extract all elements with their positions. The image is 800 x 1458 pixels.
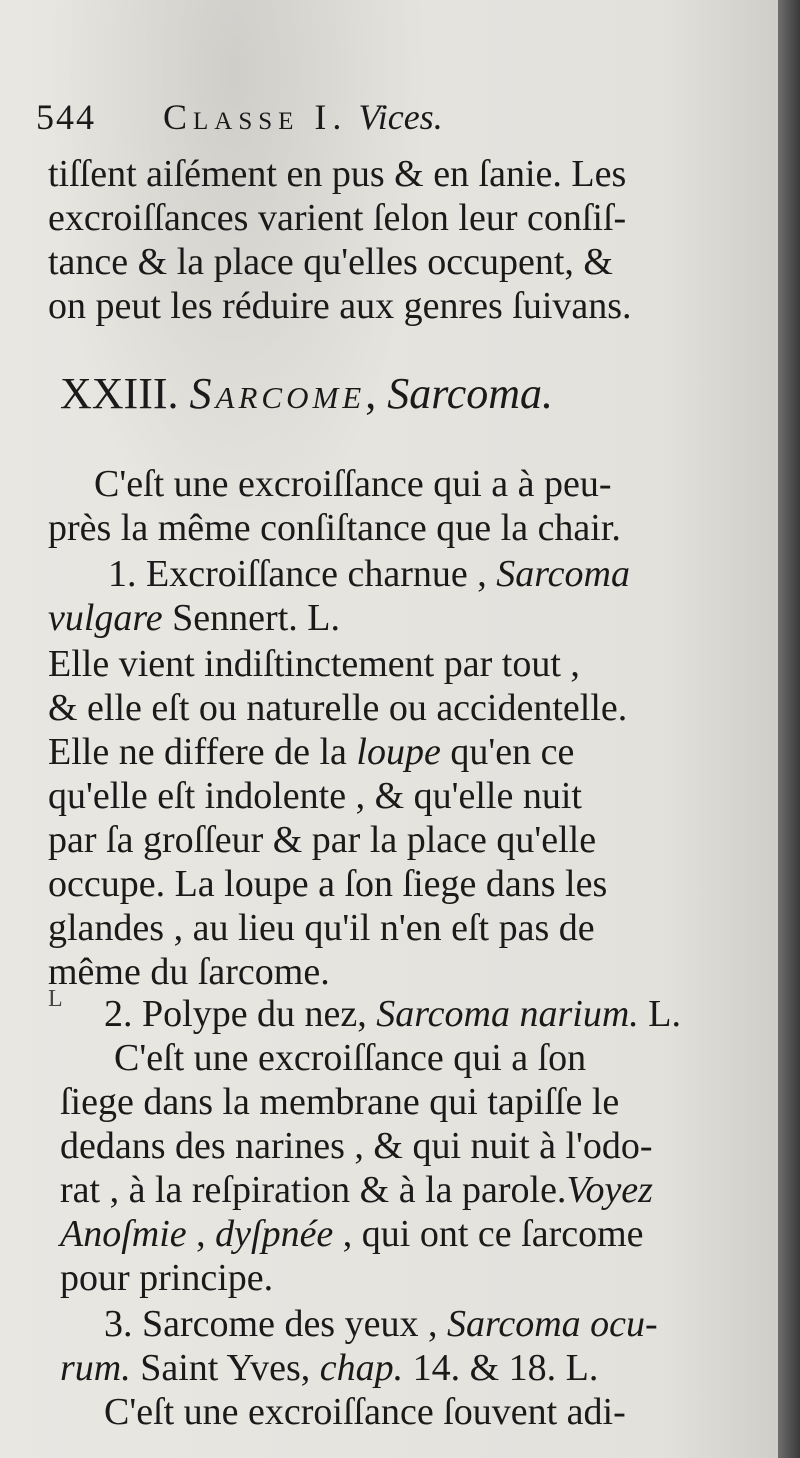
section-label: Vices. [358, 97, 443, 137]
heading-separator: , [365, 369, 377, 418]
intro-line-4: on peut les réduire aux genres ſuivans. [48, 285, 632, 327]
item1-line-2 [48, 596, 340, 640]
item1-desc-3 [48, 730, 574, 774]
item2-desc-4-text: rat , à la reſpiration & à la parole. [60, 1169, 567, 1211]
item2-desc-5-a: Anoſmie [60, 1213, 187, 1255]
item3-chap: chap. [319, 1347, 404, 1389]
item1-desc-7: glandes , au lieu qu'il n'en eſt pas de [48, 907, 595, 949]
item2-desc-4-italic: Voyez [566, 1169, 653, 1211]
item2-desc-5-text: , qui ont ce ſarcome [333, 1213, 644, 1255]
item1-desc-2: & elle eſt ou naturelle ou accidentelle. [48, 687, 628, 729]
item1-latin: Sarcoma [496, 553, 630, 595]
item1-source: Sennert. L. [162, 597, 340, 639]
page-number: 544 [36, 97, 96, 137]
definition-line-2: près la même conſiſtance que la chair. [48, 507, 621, 549]
item2-desc-2: ſiege dans la membrane qui tapiſſe le [60, 1081, 620, 1123]
item1-desc-3-italic: loupe [356, 731, 441, 773]
item1-desc-3a: Elle ne differe de la [48, 731, 357, 773]
item3-line-2 [60, 1346, 598, 1390]
last-line: C'eſt une excroiſſance ſouvent adi- [104, 1391, 626, 1433]
item2-latin: Sarcoma narium. [376, 993, 639, 1035]
item2-desc-3: dedans des narines , & qui nuit à l'odo- [60, 1125, 653, 1167]
margin-mark: L [48, 986, 63, 1012]
item3-latin: Sarcoma ocu- [446, 1303, 658, 1345]
item1-desc-3b: qu'en ce [440, 731, 575, 773]
item3-nums: 14. & 18. L. [403, 1347, 599, 1389]
item2-desc-6: pour principe. [60, 1257, 274, 1299]
item1-desc-4: qu'elle eſt indolente , & qu'elle nuit [48, 775, 582, 817]
item2-desc-5-b: dyſpnée [215, 1213, 334, 1255]
item3-source: Saint Yves, [130, 1347, 320, 1389]
item2-desc-1: C'eſt une excroiſſance qui a ſon [114, 1037, 587, 1079]
item2-desc-5-sep: , [186, 1213, 216, 1255]
item1-desc-8: même du ſarcome. [48, 951, 330, 993]
intro-line-1: tiſſent aiſément en pus & en ſanie. Les [48, 153, 627, 195]
running-head [36, 96, 443, 138]
section-heading [60, 368, 553, 419]
definition-line-1: C'eſt une excroiſſance qui a à peu- [94, 463, 612, 505]
item3-line-1 [104, 1302, 658, 1346]
item3-title: 3. Sarcome des yeux , [104, 1303, 447, 1345]
item1-desc-5: par ſa groſſeur & par la place qu'elle [48, 819, 597, 861]
item1-desc-6: occupe. La loupe a ſon ſiege dans les [48, 863, 608, 905]
item2-title: 2. Polype du nez, [104, 993, 377, 1035]
item1-title: 1. Excroiſſance charnue , [108, 553, 497, 595]
class-label: Classe I. [163, 97, 348, 137]
item2-end: L. [638, 993, 681, 1035]
intro-line-3: tance & la place qu'elles occupent, & [48, 241, 613, 283]
item1-latin-cont: vulgare [48, 597, 163, 639]
heading-number: XXIII. [60, 369, 179, 418]
page-edge-shadow [778, 0, 800, 1458]
item2-desc-4 [60, 1168, 653, 1212]
item2-line-1 [104, 992, 681, 1036]
heading-latin: Sarcoma. [387, 369, 554, 418]
item1-desc-1: Elle vient indiſtinctement par tout , [48, 643, 580, 685]
item1-line-1 [108, 552, 630, 596]
item3-latin-cont: rum. [60, 1347, 131, 1389]
item2-desc-5 [60, 1212, 644, 1256]
intro-line-2: excroiſſances varient ſelon leur conſiſ- [48, 197, 627, 239]
heading-french: Sarcome [189, 369, 366, 418]
